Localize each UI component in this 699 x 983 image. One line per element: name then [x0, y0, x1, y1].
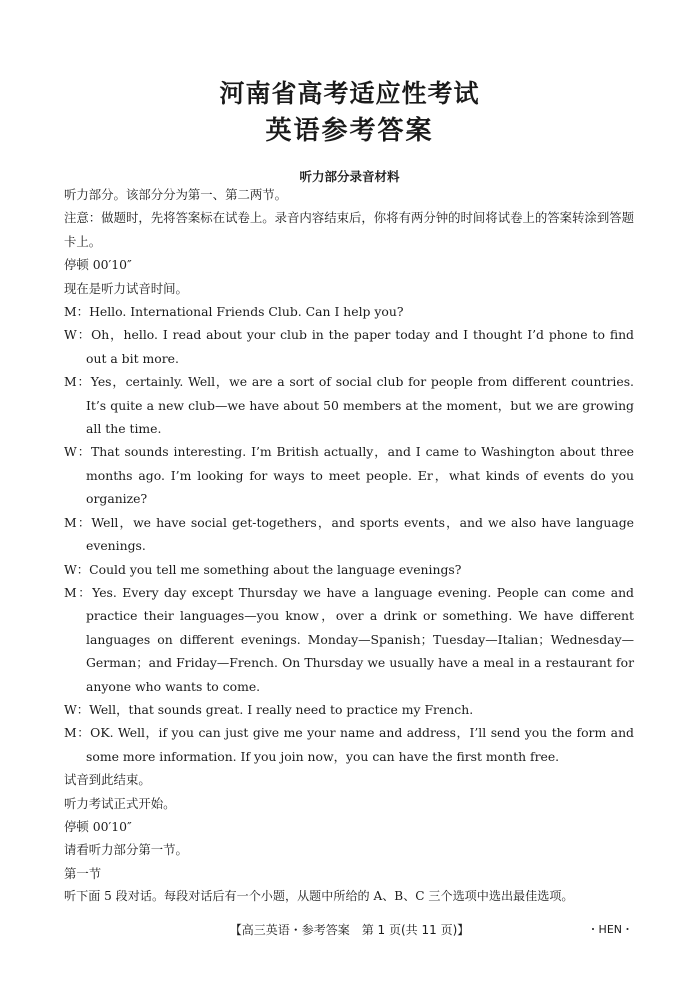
pause-marker: 停顿 00′10″ — [64, 818, 132, 834]
trial-end-note: 试音到此结束。 — [64, 772, 151, 788]
document-title-line2: 英语参考答案 — [265, 116, 434, 146]
dialogue-line: M：Hello. International Friends Club. Can I help you? — [64, 304, 404, 320]
page-footer — [0, 921, 699, 939]
exam-start-note: 听力考试正式开始。 — [64, 795, 176, 811]
dialogue-line: M：OK. Well，if you can just give me your name and address，I’ll send you the form and some more information. If you join now，you can have the first month free. — [64, 725, 634, 764]
footer-code: ・HEN・ — [587, 923, 633, 936]
document-body — [64, 183, 634, 909]
section-one-prompt: 请看听力部分第一节。 — [64, 842, 188, 858]
dialogue-line: M：Yes，certainly. Well，we are a sort of social club for people from different countries. It’s quite a new club—we have about 50 members at the moment，but we are growing all the time. — [64, 374, 634, 437]
section-heading: 听力部分录音材料 — [299, 169, 400, 184]
document-title-line1: 河南省高考适应性考试 — [219, 79, 480, 108]
dialogue-line: W：That sounds interesting. I’m British actually，and I came to Washington about three months ago. I’m looking for ways to meet people. Er，what kinds of events do you organize? — [64, 444, 634, 507]
dialogue-line: W：Well，that sounds great. I really need to practice my French. — [64, 701, 474, 717]
trial-announcement: 现在是听力试音时间。 — [64, 280, 188, 296]
dialogue-line: W：Oh，hello. I read about your club in the paper today and I thought I’d phone to find out a bit more. — [64, 327, 634, 366]
dialogue-line: W：Could you tell me something about the language evenings? — [64, 561, 462, 577]
notice-paragraph: 注意：做题时，先将答案标在试卷上。录音内容结束后，你将有两分钟的时间将试卷上的答案转涂到答题卡上。 — [64, 210, 634, 249]
instruction-paragraph: 听力部分。该部分分为第一、第二两节。 — [64, 187, 288, 202]
section-one-label: 第一节 — [64, 865, 102, 881]
dialogue-line: M：Yes. Every day except Thursday we have a language evening. People can come and practice their languages—you know，over a drink or something. We have different languages on different evenings. Monday—Spanish；Tuesday—Italian；Wednesday—German；and Friday—French. On Thursday we usually have a meal in a restaurant for anyone who wants to come. — [64, 584, 634, 694]
footer-page-info: 【高三英语・参考答案 第 1 页(共 11 页)】 — [229, 923, 470, 937]
pause-marker: 停顿 00′10″ — [64, 257, 132, 273]
dialogue-line: M：Well，we have social get-togethers，and sports events，and we also have language evenings. — [64, 514, 634, 554]
section-one-instructions: 听下面 5 段对话。每段对话后有一个小题，从题中所给的 A、B、C 三个选项中选出最佳选项。 — [64, 889, 574, 904]
